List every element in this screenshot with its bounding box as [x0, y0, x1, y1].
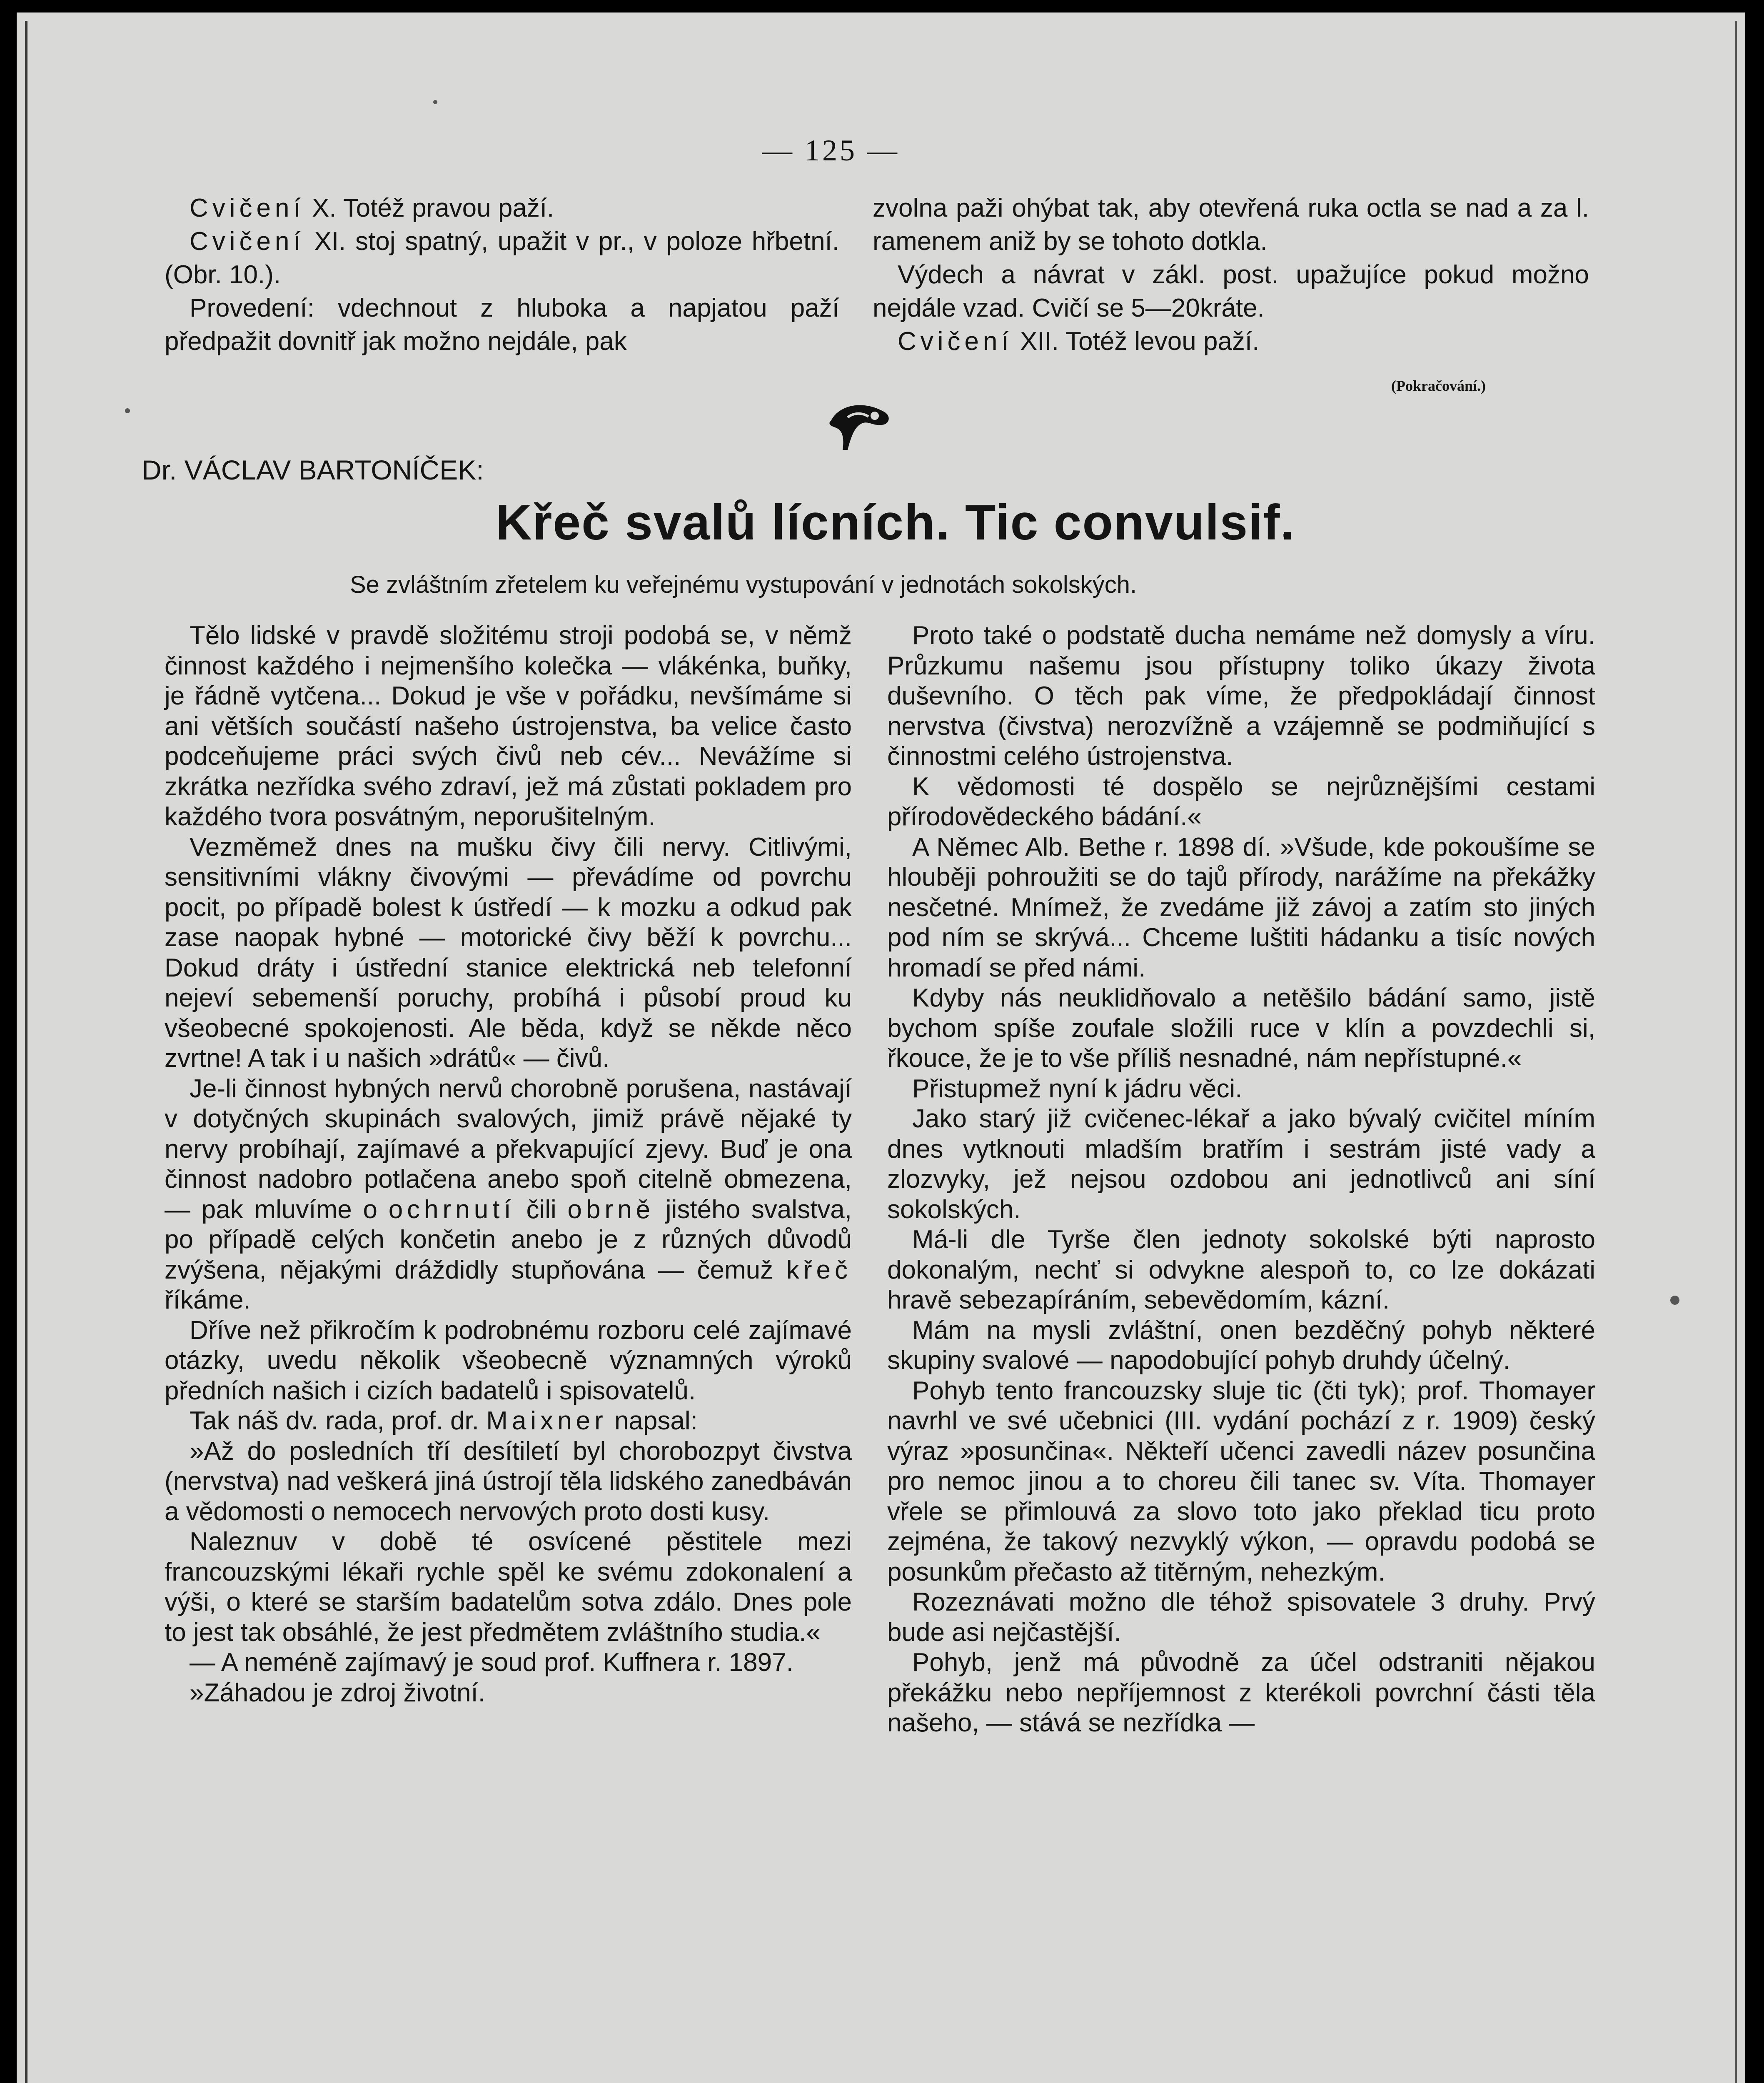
page-number: — 125 — [762, 134, 900, 167]
article-paragraph: Přistupmež nyní k jádru věci. [912, 1074, 1243, 1103]
article-paragraph: Rozeznávati možno dle téhož spisovatele 3 druhy. Prvý bude asi nejčastější. [887, 1588, 1595, 1647]
article-paragraph: Kdyby nás neuklidňovalo a netěšilo bádání samo, jistě bychom spíše zoufale složili ruce v klín a povzdechli si, řkouce, že je to vše příliš nesnadné, nám nepřístupné.« [887, 984, 1595, 1073]
exercise-paragraph: Výdech a návrat v zákl. post. upažujíce pokud možno nejdále vzad. Cvičí se 5—20kráte. [873, 260, 1589, 322]
article-paragraph: Tělo lidské v pravdě složitému stroji podobá se, v němž činnost každého i nejmenšího kolečka — vlákénka, buňky, je řádně vytčena... Dokud je vše v pořádku, nevšímáme si ani větších součástí našeho ústrojenstva, ba velice často podceňujeme práci svých čivů neb cév... Nevážíme si zkrátka nezřídka svého zdraví, jež má zůstati pokladem pro každého tvora posvátným, neporušitelným. [165, 621, 852, 831]
article-paragraph: Pohyb, jenž má původně za účel odstraniti nějakou překážku nebo nepříjemnost z kterékoli povrchní části těla našeho, — stává se nezřídka — [887, 1648, 1595, 1737]
article-paragraph: »Záhadou je zdroj životní. [190, 1678, 485, 1707]
article-paragraph: K vědomosti té dospělo se nejrůznějšími cestami přírodovědeckého bádání.« [887, 772, 1595, 831]
continued-note: (Pokračování.) [1391, 377, 1486, 394]
article-left-column [165, 621, 852, 1708]
exercise-paragraph: Cvičení XI. stoj spatný, upažit v pr., v poloze hřbetní. (Obr. 10.). [165, 227, 839, 289]
article-paragraph: Je-li činnost hybných nervů chorobně porušena, nastávají v dotyčných skupinách svalových, jimiž právě nějaké ty nervy probíhají, zajímavé a překvapující zjevy. Buď je ona činnost nadobro potlačena anebo spoň citelně obmezena, — pak mluvíme o ochrnutí čili obrně jistého svalstva, po případě celých končetin anebo je z různých důvodů zvýšena, nějakými dráždidly stupňována — čemuž křeč říkáme. [165, 1074, 852, 1314]
exercise-paragraph: Cvičení X. Totéž pravou paží. [190, 194, 554, 222]
print-speck [125, 408, 130, 413]
article-paragraph: Naleznuv v době té osvícené pěstitele mezi francouzskými lékaři rychle spěl ke svému zdokonalení a výši, o které se starším badatelům sotva zdálo. Dnes pole to jest tak obsáhlé, že jest předmětem zvláštního studia.« [165, 1527, 852, 1647]
exercise-paragraph: zvolna paži ohýbat tak, aby otevřená ruka octla se nad a za l. ramenem aniž by se tohoto dotkla. [873, 194, 1589, 256]
exercise-paragraph: Cvičení XII. Totéž levou paží. [898, 327, 1260, 356]
scanned-page [17, 12, 1745, 2083]
print-speck [1670, 1296, 1679, 1305]
top-right-exercises [873, 192, 1589, 358]
article-paragraph: Tak náš dv. rada, prof. dr. Maixner napsal: [190, 1406, 698, 1435]
article-paragraph: A Němec Alb. Bethe r. 1898 dí. »Všude, kde pokoušíme se hlouběji pohroužiti se do tajů přírody, narážíme na překážky nesčetné. Mnímež, že zvedáme již závoj a zatím sto jiných pod ním se skrývá... Chceme luštiti hádanku a tisíc nových hromadí se před námi. [887, 832, 1595, 982]
article-paragraph: Vezměmež dnes na mušku čivy čili nervy. Citlivými, sensitivními vlákny čivovými — převádíme od povrchu pocit, po případě bolest k ústředí — k mozku a odkud pak zase naopak hybné — motorické čivy běží k povrchu... Dokud dráty i ústřední stanice elektrická neb telefonní nejeví sebemenší poruchy, probíhá i působí proud ku všeobecné spokojenosti. Ale běda, když se někde něco zvrtne! A tak i u našich »drátů« — čivů. [165, 832, 852, 1073]
article-paragraph: Dříve než přikročím k podrobnému rozboru celé zajímavé otázky, uvedu několik všeobecně významných výroků předních našich i cizích badatelů i spisovatelů. [165, 1316, 852, 1405]
article-paragraph: Mám na mysli zvláštní, onen bezděčný pohyb některé skupiny svalové — napodobující pohyb druhdy účelný. [887, 1316, 1595, 1375]
hand-pointer-ornament-icon [823, 396, 893, 454]
article-author: Dr. VÁCLAV BARTONÍČEK: [142, 455, 484, 485]
article-paragraph: Pohyb tento francouzsky sluje tic (čti tyk); prof. Thomayer navrhl ve své učebnici (III. vydání pochází z r. 1909) český výraz »posunčina«. Někteří učenci zavedli název posunčina pro nemoc jinou a to choreu čili tanec sv. Víta. Thomayer vřele se přimlouvá za slovo toto jako překlad ticu proto zejména, že takový nezvyklý výkon, — opravdu podobá se posunkům přečasto až titěrným, nehezkým. [887, 1376, 1595, 1586]
article-paragraph: Má-li dle Tyrše člen jednoty sokolské býti naprosto dokonalým, nechť si odvykne alespoň to, co lze dokázati hravě sebezapíráním, sebevědomím, kázní. [887, 1225, 1595, 1314]
article-paragraph: Proto také o podstatě ducha nemáme než domysly a víru. Průzkumu našemu jsou přístupny toliko úkazy života duševního. O těch pak víme, že předpokládají činnost nervstva (čivstva) nerozvížně a vzájemně se podmiňující s činnostmi celého ústrojenstva. [887, 621, 1595, 771]
article-title: Křeč svalů lícních. Tic convulsif. [496, 495, 1295, 550]
print-speck [433, 100, 437, 104]
article-paragraph: »Až do posledních tří desítiletí byl chorobozpyt čivstva (nervstva) nad veškerá jiná ústrojí těla lidského zanedbáván a vědomosti o nemocech nervových proto dosti kusy. [165, 1436, 852, 1526]
article-paragraph: Jako starý již cvičenec-lékař a jako bývalý cvičitel míním dnes vytknouti mladším bratřím i sestrám jisté vady a zlozvyky, jež nejsou ozdobou ani jednotlivců ani síní sokolských. [887, 1104, 1595, 1224]
article-right-column [887, 621, 1595, 1738]
article-subtitle: Se zvláštním zřetelem ku veřejnému vystupování v jednotách sokolských. [350, 571, 1137, 598]
article-paragraph: — A neméně zajímavý je soud prof. Kuffnera r. 1897. [190, 1648, 793, 1677]
exercise-paragraph: Provedení: vdechnout z hluboka a napjatou paží předpažit dovnitř jak možno nejdále, pak [165, 294, 839, 356]
top-left-exercises [165, 192, 839, 358]
